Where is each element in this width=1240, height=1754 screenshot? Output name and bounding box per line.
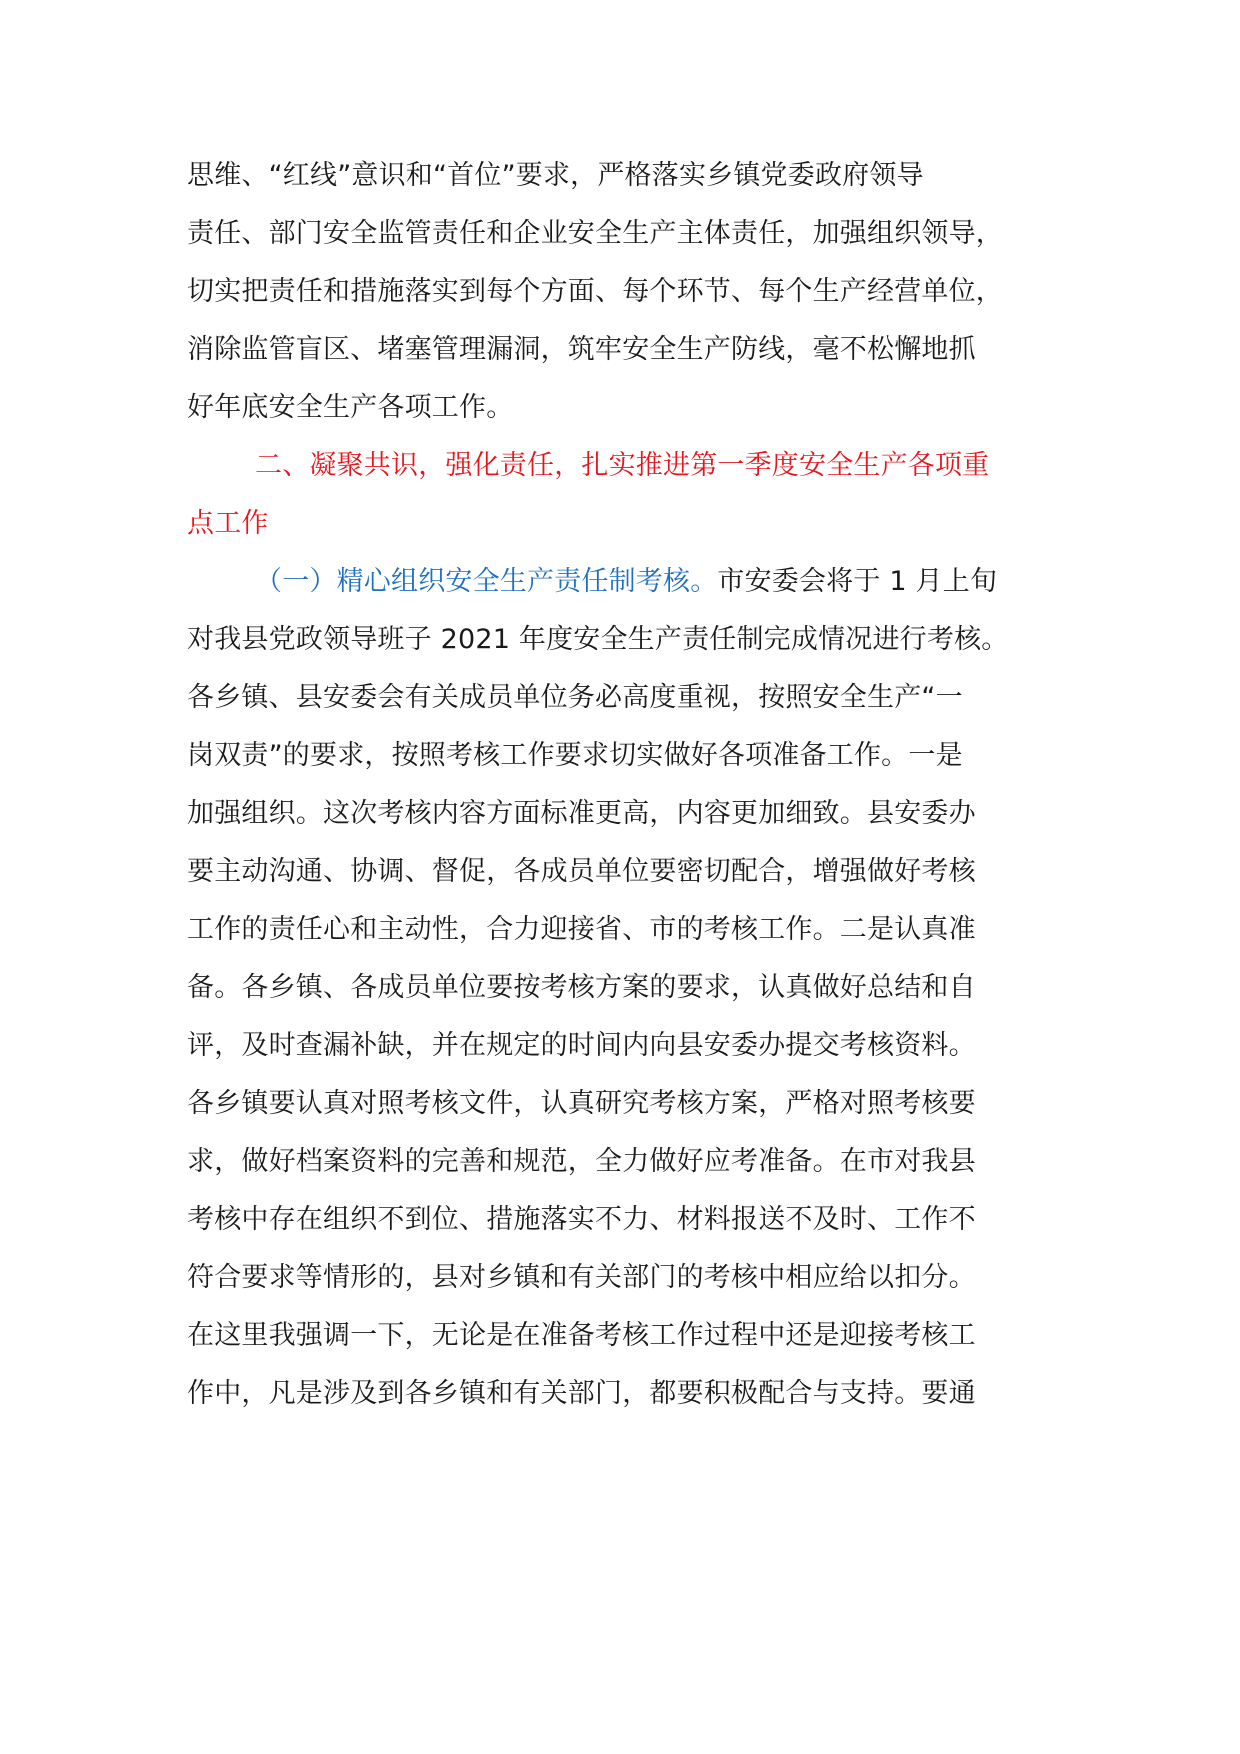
subsection-title: （一）精心组织安全生产责任制考核。: [255, 566, 718, 597]
paragraph-1-line: 切实把责任和措施落实到每个方面、每个环节、每个生产经营单位，: [187, 276, 1003, 307]
paragraph-1-line: 消除监管盲区、堵塞管理漏洞，筑牢安全生产防线，毫不松懈地抓: [187, 334, 976, 365]
paragraph-1-line: 好年底安全生产各项工作。: [187, 392, 514, 423]
paragraph-2-line: 备。各乡镇、各成员单位要按考核方案的要求，认真做好总结和自: [187, 972, 976, 1003]
paragraph-2-line: 符合要求等情形的，县对乡镇和有关部门的考核中相应给以扣分。: [187, 1262, 976, 1293]
subsection-first-line: [255, 562, 997, 602]
paragraph-2-line: 各乡镇、县安委会有关成员单位务必高度重视，按照安全生产“一: [187, 682, 963, 713]
paragraph-2-line: 各乡镇要认真对照考核文件，认真研究考核方案，严格对照考核要: [187, 1088, 976, 1119]
paragraph-2-line: 在这里我强调一下，无论是在准备考核工作过程中还是迎接考核工: [187, 1320, 976, 1351]
paragraph-2-line: 求，做好档案资料的完善和规范，全力做好应考准备。在市对我县: [187, 1146, 976, 1177]
paragraph-2-line: 考核中存在组织不到位、措施落实不力、材料报送不及时、工作不: [187, 1204, 976, 1235]
paragraph-2-line: 加强组织。这次考核内容方面标准更高，内容更加细致。县安委办: [187, 798, 976, 829]
paragraph-1-line: 思维、“红线”意识和“首位”要求，严格落实乡镇党委政府领导: [187, 160, 924, 191]
paragraph-2-line: 岗双责”的要求，按照考核工作要求切实做好各项准备工作。一是: [187, 740, 963, 771]
paragraph-2-line: 评，及时查漏补缺，并在规定的时间内向县安委办提交考核资料。: [187, 1030, 976, 1061]
section-heading-line: 二、凝聚共识，强化责任，扎实推进第一季度安全生产各项重: [255, 450, 990, 481]
paragraph-2-line: 要主动沟通、协调、督促，各成员单位要密切配合，增强做好考核: [187, 856, 976, 887]
section-heading-line: 点工作: [187, 508, 269, 539]
paragraph-1-line: 责任、部门安全监管责任和企业安全生产主体责任，加强组织领导，: [187, 218, 1003, 249]
paragraph-2-line: 对我县党政领导班子 2021 年度安全生产责任制完成情况进行考核。: [187, 624, 1009, 655]
paragraph-2-line: 工作的责任心和主动性，合力迎接省、市的考核工作。二是认真准: [187, 914, 976, 945]
paragraph-2-first-line-rest: 市安委会将于 1 月上旬: [717, 566, 998, 597]
paragraph-2-line: 作中，凡是涉及到各乡镇和有关部门，都要积极配合与支持。要通: [187, 1378, 976, 1409]
